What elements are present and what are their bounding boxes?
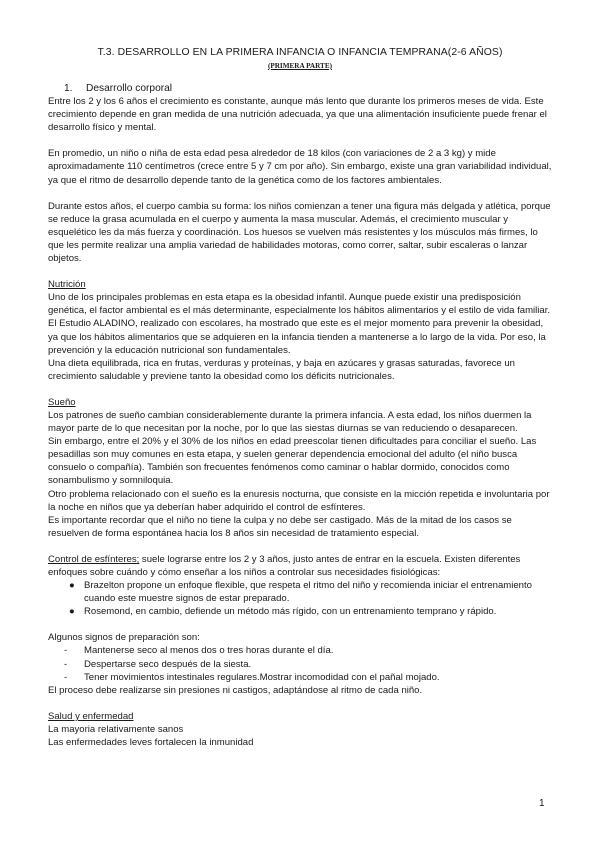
paragraph: Sin embargo, entre el 20% y el 30% de los niños en edad preescolar tienen dificultades para conciliar el sueño. Las pesadillas son muy comunes en esta etapa, y suelen generar dependencia emocional del adulto (el niño busca consuelo o compañía). También son frecuentes fenómenos como caminar o hablar dormido, conocidos como sonambulismo y somniloquia. [48, 436, 537, 487]
text-line: La mayoria relativamente sanos [48, 723, 184, 735]
dash-marker: - [64, 671, 68, 683]
page-number: 1 [539, 798, 545, 809]
list-item-text: Mantenerse seco al menos dos o tres horas durante el día. [84, 645, 334, 657]
paragraph: El Estudio ALADINO, realizado con escolares, ha mostrado que este es el mejor momento para prevenir la obesidad, ya que los hábitos alimentarios que se adquieren en la infancia tienden a mantenerse a lo largo de la vida. Por eso, la prevención y la educación nutricional son fundamentales. [48, 318, 546, 356]
section-heading-nutricion: Nutrición [48, 279, 86, 291]
section-heading-salud: Salud y enfermedad [48, 710, 134, 722]
bullet-list [48, 579, 554, 618]
list-item-text: Brazelton propone un enfoque flexible, que respeta el ritmo del niño y recomienda iniciar el entrenamiento cuando este muestre signos de estar preparado. [84, 580, 532, 605]
list-item [48, 644, 554, 657]
paragraph-esfinteres [48, 553, 554, 579]
section-heading-sueno: Sueño [48, 396, 76, 408]
dash-marker: - [64, 645, 68, 657]
paragraph: Los patrones de sueño cambian considerablemente durante la primera infancia. A esta edad, los niños duermen la mayor parte de lo que necesitan por la noche, por lo que las siestas diurnas se van reduciendo o desaparecen. [48, 409, 532, 435]
list-item-text: Despertarse seco después de la siesta. [84, 658, 252, 670]
bullet-icon: ● [69, 580, 75, 592]
paragraph: El proceso debe realizarse sin presiones ni castigos, adaptándose al ritmo de cada niño. [48, 684, 423, 696]
paragraph: Durante estos años, el cuerpo cambia su forma: los niños comienzan a tener una figura más delgada y atlética, porque se reduce la grasa acumulada en el cuerpo y aumenta la masa muscular. Además, el crecimiento muscular y esquelético les da más fuerza y coordinación. Los huesos se vuelven más resistentes y los músculos más firmes, lo que les permite realizar una amplia variedad de habilidades motoras, como correr, saltar, subir escaleras o lanzar objetos. [48, 200, 551, 265]
paragraph: Entre los 2 y los 6 años el crecimiento es constante, aunque más lento que durante los primeros meses de vida. Este crecimiento depende en gran medida de una nutrición adecuada, ya que una alimentación insuficiente puede frenar el desarrollo físico y mental. [48, 96, 547, 134]
list-item [48, 671, 554, 684]
list-item [48, 579, 554, 605]
section-number: 1. [64, 83, 73, 94]
paragraph: Es importante recordar que el niño no tiene la culpa y no debe ser castigado. Más de la mitad de los casos se resuelven de forma espontánea hacia los 8 años sin necesidad de tratamiento especial. [48, 514, 512, 539]
paragraph: En promedio, un niño o niña de esta edad pesa alrededor de 18 kilos (con variaciones de 2 a 3 kg) y mide aproximadamente 110 centímetros (crece entre 5 y 7 cm por año). Sin embargo, existe una gran variabilidad individual, ya que el ritmo de desarrollo depende tanto de la genética como de los factores ambientales. [48, 148, 552, 186]
bullet-icon: ● [69, 606, 75, 618]
dash-list [48, 644, 554, 683]
document-title: T.3. DESARROLLO EN LA PRIMERA INFANCIA O INFANCIA TEMPRANA(2-6 AÑOS) [97, 47, 503, 58]
section-heading-text: Desarrollo corporal [86, 83, 173, 94]
paragraph: Uno de los principales problemas en esta etapa es la obesidad infantil. Aunque puede existir una predisposición genética, el factor ambiental es el más determinante, especialmente los hábitos alimentarios y el estilo de vida familiar. [48, 292, 550, 317]
list-item-text: Tener movimientos intestinales regulares.Mostrar incomodidad con el pañal mojado. [84, 671, 440, 683]
section-heading-desarrollo-corporal [48, 82, 554, 95]
document-subtitle: (PRIMERA PARTE) [267, 62, 333, 70]
paragraph: Una dieta equilibrada, rica en frutas, verduras y proteínas, y baja en azúcares y grasas saturadas, favorece un crecimiento saludable y previene tanto la obesidad como los déficits nutricionales. [48, 357, 515, 382]
document-body [48, 82, 554, 749]
section-heading-esfinteres: Control de esfínteres; [48, 553, 140, 565]
dash-marker: - [64, 658, 68, 670]
paragraph: Otro problema relacionado con el sueño es la enuresis nocturna, que consiste en la micción repetida e involuntaria por la noche en niños que ya deberían haber adquirido el control de esfínteres. [48, 488, 550, 513]
list-item [48, 658, 554, 671]
list-item-text: Rosemond, en cambio, defiende un método más rígido, con un entrenamiento temprano y rápido. [84, 606, 497, 618]
list-item [48, 605, 554, 618]
text-line: Las enfermedades leves fortalecen la inmunidad [48, 737, 254, 749]
paragraph: Algunos signos de preparación son: [48, 632, 200, 644]
esfinteres-intro: suele lograrse entre los 2 y 3 años, justo antes de entrar en la escuela. Existen diferentes enfoques sobre cuándo y cómo enseñar a los niños a controlar sus necesidades fisiológicas: [48, 553, 521, 578]
